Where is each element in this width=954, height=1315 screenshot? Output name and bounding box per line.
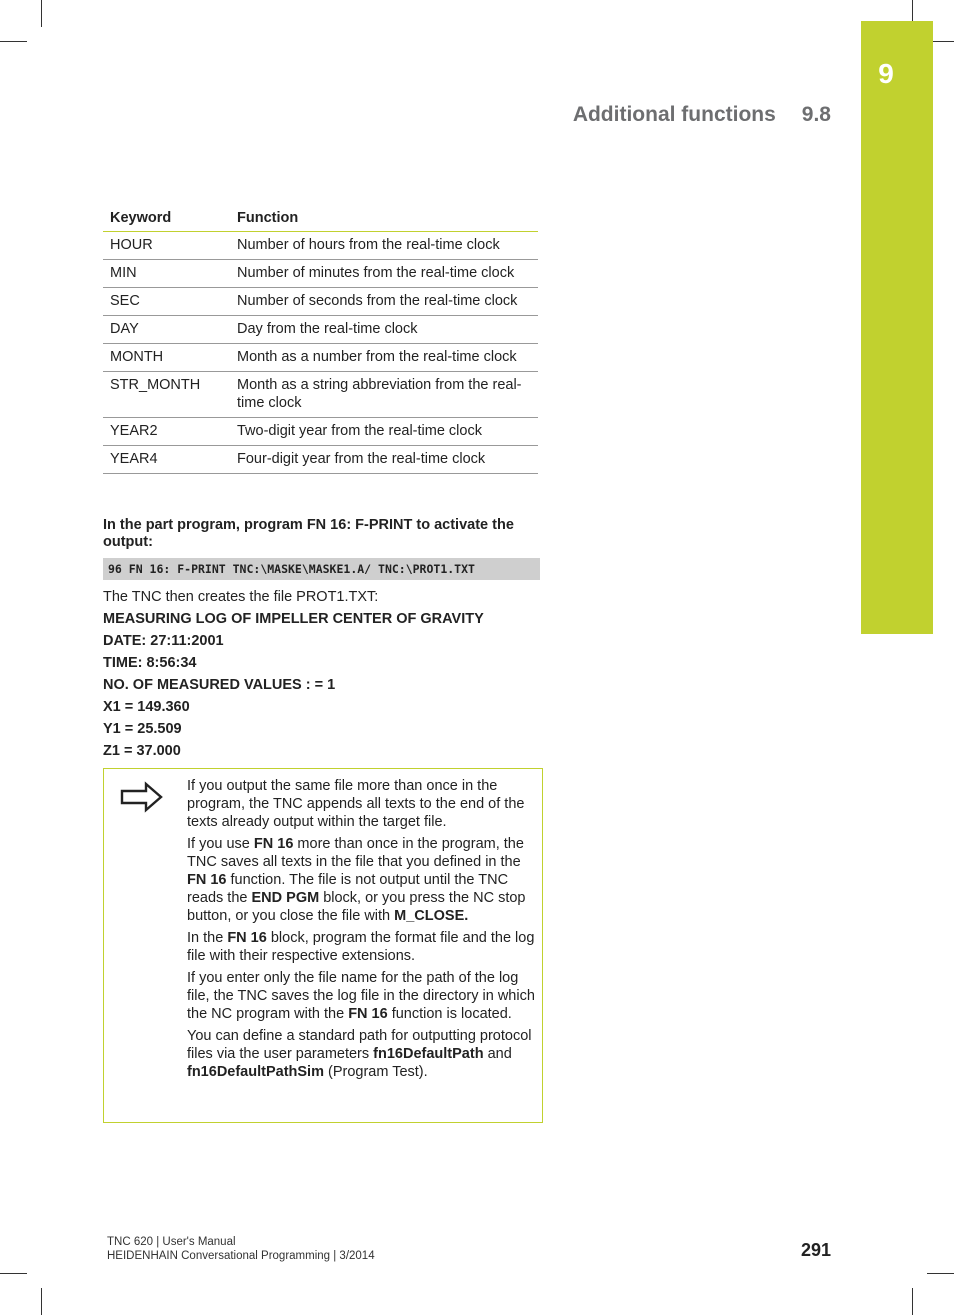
page-footer bbox=[107, 1235, 375, 1263]
table-header-row bbox=[103, 207, 538, 232]
note-box bbox=[103, 768, 543, 1123]
note-bold-run: FN 16 bbox=[187, 872, 227, 888]
note-paragraph: If you output the same file more than once in the program, the TNC appends all texts to the end of the texts already output within the target file. bbox=[187, 778, 525, 830]
table-row bbox=[103, 344, 538, 372]
log-line: X1 = 149.360 bbox=[103, 699, 190, 715]
note-text-run: You can define a standard path for outputting protocol files via the user parameters bbox=[187, 1028, 532, 1062]
note-text-run: In the bbox=[187, 930, 228, 946]
chapter-tab bbox=[861, 21, 933, 634]
running-header bbox=[573, 103, 831, 127]
note-bold-run: M_CLOSE. bbox=[394, 908, 469, 924]
table-row bbox=[103, 232, 538, 260]
table-row bbox=[103, 288, 538, 316]
note-bold-run: FN 16 bbox=[253, 836, 294, 852]
footer-line: TNC 620 | User's Manual bbox=[107, 1236, 236, 1248]
note-bold-run: FN 16 bbox=[348, 1006, 388, 1022]
keyword-cell: MIN bbox=[103, 260, 230, 288]
keyword-cell: YEAR4 bbox=[103, 446, 230, 474]
function-cell: Day from the real-time clock bbox=[230, 316, 538, 344]
note-paragraph bbox=[187, 835, 537, 925]
crop-mark bbox=[41, 0, 42, 27]
log-line: DATE: 27:11:2001 bbox=[103, 633, 224, 649]
function-cell: Number of minutes from the real-time clock bbox=[230, 260, 538, 288]
column-header-keyword: Keyword bbox=[103, 207, 230, 232]
page-number: 291 bbox=[800, 1240, 831, 1260]
note-text-run: block, program the format file and the log file with their respective extensions. bbox=[187, 930, 535, 964]
footer-line: HEIDENHAIN Conversational Programming | 3/2014 bbox=[107, 1250, 375, 1262]
keyword-cell: DAY bbox=[103, 316, 230, 344]
keyword-cell: YEAR2 bbox=[103, 418, 230, 446]
note-text-run: (Program Test). bbox=[323, 1064, 428, 1080]
column-header-function: Function bbox=[230, 207, 538, 232]
log-line: Z1 = 37.000 bbox=[103, 743, 181, 759]
note-bold-run: fn16DefaultPath bbox=[373, 1046, 484, 1062]
crop-mark bbox=[927, 1273, 954, 1274]
function-cell: Month as a number from the real-time clock bbox=[230, 344, 538, 372]
header-section: 9.8 bbox=[801, 103, 831, 126]
table-row bbox=[103, 260, 538, 288]
note-bold-run: END PGM bbox=[251, 890, 320, 906]
crop-mark bbox=[41, 1288, 42, 1315]
output-intro: The TNC then creates the file PROT1.TXT: bbox=[103, 589, 379, 605]
note-bold-run: fn16DefaultPathSim bbox=[187, 1064, 324, 1080]
function-cell: Two-digit year from the real-time clock bbox=[230, 418, 538, 446]
arrow-right-icon bbox=[120, 781, 164, 818]
note-text-run: and bbox=[483, 1046, 512, 1062]
chapter-number: 9 bbox=[878, 58, 894, 89]
crop-mark bbox=[912, 1288, 913, 1315]
header-title: Additional functions bbox=[572, 103, 776, 126]
note-text bbox=[187, 777, 537, 1085]
instruction-heading: In the part program, program FN 16: F-PRINT to activate the output: bbox=[103, 517, 514, 550]
crop-mark bbox=[0, 41, 27, 42]
note-paragraph bbox=[187, 929, 537, 965]
keyword-cell: MONTH bbox=[103, 344, 230, 372]
output-example bbox=[103, 586, 533, 762]
nc-code-line: 96 FN 16: F-PRINT TNC:\MASKE\MASKE1.A/ TNC:\PROT1.TXT bbox=[103, 558, 540, 580]
table-row bbox=[103, 316, 538, 344]
keyword-cell: SEC bbox=[103, 288, 230, 316]
note-text-run: If you use bbox=[187, 836, 254, 852]
note-text-run: more than once in the program, the TNC saves all texts in the file that you defined in the bbox=[187, 836, 524, 870]
log-line: NO. OF MEASURED VALUES : = 1 bbox=[103, 677, 336, 693]
log-line: TIME: 8:56:34 bbox=[103, 655, 197, 671]
log-line: MEASURING LOG OF IMPELLER CENTER OF GRAVITY bbox=[103, 611, 484, 627]
note-text-run: function. The file is not output until the TNC reads the bbox=[187, 872, 509, 906]
keyword-cell: HOUR bbox=[103, 232, 230, 260]
function-cell: Month as a string abbreviation from the real-time clock bbox=[230, 372, 538, 418]
function-cell: Number of hours from the real-time clock bbox=[230, 232, 538, 260]
note-paragraph bbox=[187, 969, 537, 1023]
table-row bbox=[103, 372, 538, 418]
note-bold-run: FN 16 bbox=[227, 930, 267, 946]
function-cell: Four-digit year from the real-time clock bbox=[230, 446, 538, 474]
note-paragraph bbox=[187, 1027, 537, 1081]
keyword-table bbox=[103, 207, 538, 474]
table-row bbox=[103, 418, 538, 446]
function-cell: Number of seconds from the real-time clock bbox=[230, 288, 538, 316]
note-text-run: block, or you press the NC stop button, or you close the file with bbox=[187, 890, 526, 924]
crop-mark bbox=[0, 1273, 27, 1274]
crop-mark bbox=[912, 0, 913, 22]
note-text-run: function is located. bbox=[387, 1006, 512, 1022]
note-text-run: If you enter only the file name for the path of the log file, the TNC saves the log file in the directory in which the NC program with the bbox=[187, 970, 535, 1022]
table-row bbox=[103, 446, 538, 474]
log-line: Y1 = 25.509 bbox=[103, 721, 182, 737]
keyword-cell: STR_MONTH bbox=[103, 372, 230, 418]
